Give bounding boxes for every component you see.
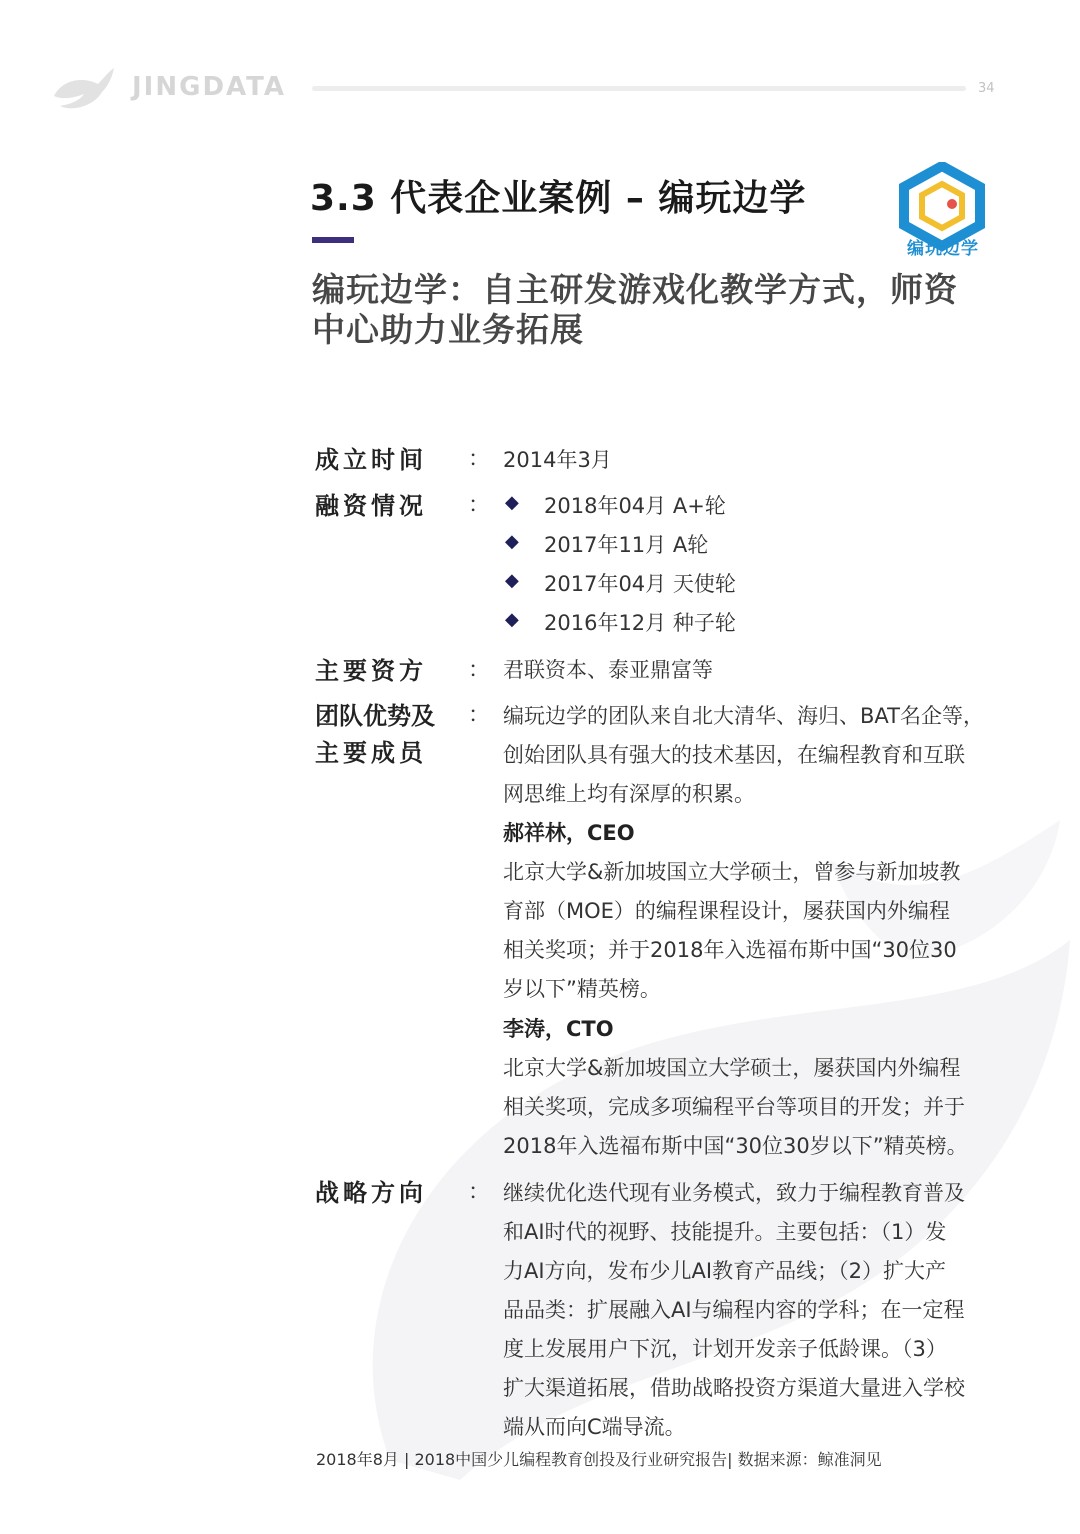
strategy-text-line: 品品类：扩展融入AI与编程内容的学科；在一定程 (503, 1298, 965, 1322)
investors-label: 主要资方 (315, 657, 427, 685)
team-text-line: 创始团队具有强大的技术基因，在编程教育和互联 (503, 743, 965, 767)
member-cto-bio-line: 北京大学&新加坡国立大学硕士，屡获国内外编程 (503, 1056, 961, 1080)
diamond-bullet-icon: ◆ (505, 492, 519, 513)
member-ceo-bio-line: 相关奖项；并于2018年入选福布斯中国“30位30 (503, 938, 957, 962)
founded-label: 成立时间 (315, 446, 427, 474)
strategy-text-line: 扩大渠道拓展，借助战略投资方渠道大量进入学校 (503, 1376, 965, 1400)
subtitle-line: 编玩边学：自主研发游戏化教学方式，师资 (312, 270, 958, 309)
team-text-line: 网思维上均有深厚的积累。 (503, 782, 755, 806)
page-number: 34 (978, 81, 995, 96)
diamond-bullet-icon: ◆ (505, 531, 519, 552)
funding-label: 融资情况 (315, 492, 427, 520)
page-subtitle (312, 270, 1012, 350)
strategy-text-line: 度上发展用户下沉，计划开发亲子低龄课。（3） (503, 1337, 947, 1361)
diamond-bullet-icon: ◆ (505, 570, 519, 591)
whale-logo-icon (52, 66, 116, 112)
member-ceo-bio-line: 北京大学&新加坡国立大学硕士，曾参与新加坡教 (503, 860, 961, 884)
funding-item: 2018年04月 A+轮 (544, 494, 726, 518)
strategy-colon: ： (468, 1180, 491, 1205)
funding-item: 2016年12月 种子轮 (544, 611, 736, 635)
brand-name: JINGDATA (132, 72, 286, 102)
diamond-bullet-icon: ◆ (505, 609, 519, 630)
founded-colon: ： (468, 447, 491, 472)
subtitle-line: 中心助力业务拓展 (312, 310, 584, 349)
strategy-text-line: 力AI方向，发布少儿AI教育产品线；（2）扩大产 (503, 1259, 946, 1283)
company-logo-text: 编玩边学 (907, 239, 979, 259)
team-colon: ： (468, 703, 491, 728)
member-ceo-bio-line: 岁以下”精英榜。 (503, 977, 661, 1001)
title-accent-bar (312, 237, 354, 243)
strategy-text-line: 和AI时代的视野、技能提升。主要包括：（1）发 (503, 1220, 947, 1244)
investors-value: 君联资本、泰亚鼎富等 (503, 658, 713, 682)
page-footer: 2018年8月 | 2018中国少儿编程教育创投及行业研究报告| 数据来源：鲸准洞见 (316, 1450, 882, 1469)
member-name-ceo: 郝祥林，CEO (503, 821, 635, 845)
team-text-line: 编玩边学的团队来自北大清华、海归、BAT名企等， (503, 704, 984, 728)
strategy-label: 战略方向 (315, 1179, 427, 1207)
page-title: 3.3 代表企业案例 – 编玩边学 (310, 178, 807, 219)
team-label-line: 主要成员 (315, 739, 427, 767)
header-divider (312, 86, 966, 91)
member-name-cto: 李涛，CTO (503, 1017, 614, 1041)
strategy-text-line: 继续优化迭代现有业务模式，致力于编程教育普及 (503, 1181, 965, 1205)
member-ceo-bio-line: 育部（MOE）的编程课程设计，屡获国内外编程 (503, 899, 950, 923)
funding-item: 2017年04月 天使轮 (544, 572, 736, 596)
funding-colon: ： (468, 493, 491, 518)
member-cto-bio-line: 相关奖项，完成多项编程平台等项目的开发；并于 (503, 1095, 965, 1119)
strategy-text-line: 端从而向C端导流。 (503, 1415, 686, 1439)
investors-colon: ： (468, 658, 491, 683)
team-label-line: 团队优势及 (315, 702, 435, 730)
funding-item: 2017年11月 A轮 (544, 533, 709, 557)
founded-value: 2014年3月 (503, 448, 612, 472)
member-cto-bio-line: 2018年入选福布斯中国“30位30岁以下”精英榜。 (503, 1134, 968, 1158)
